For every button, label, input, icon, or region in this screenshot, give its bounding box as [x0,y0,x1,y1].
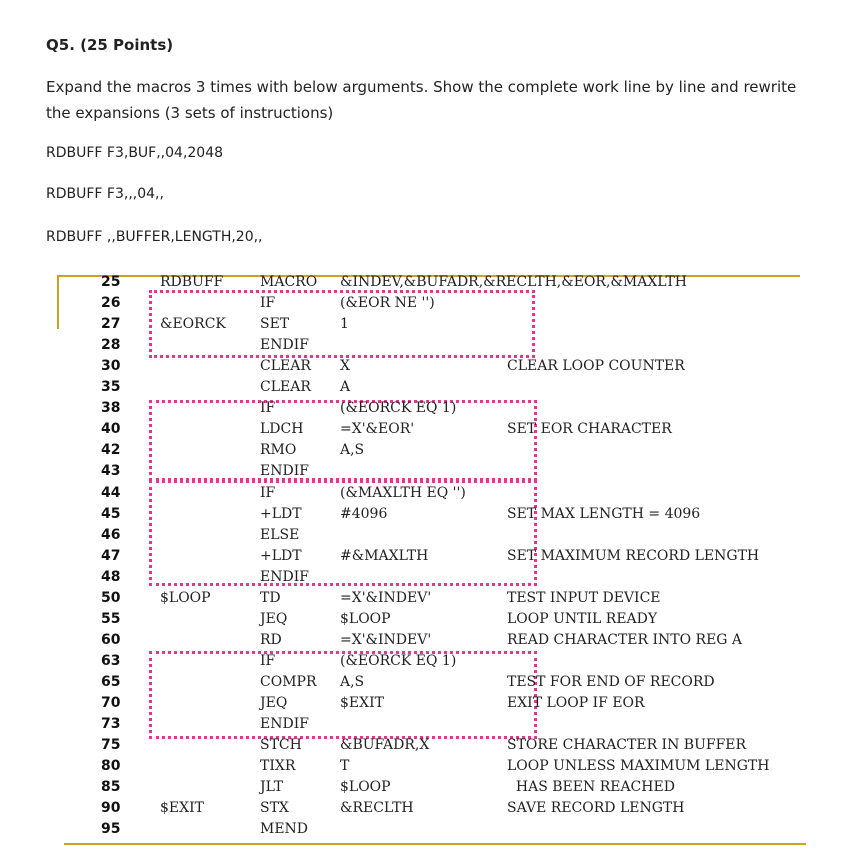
line-number: 70 [101,695,121,711]
line-number: 28 [101,337,121,354]
opcode-field: JEQ [260,695,288,711]
operand-field: &INDEV,&BUFADR,&RECLTH,&EOR,&MAXLTH [340,274,687,290]
opcode-field: MACRO [260,274,318,290]
line-number: 55 [101,610,121,627]
operand-field: (&EORCK EQ 1) [340,652,457,669]
line-number: 50 [101,589,121,606]
comment-field: SAVE RECORD LENGTH [507,800,685,817]
operand-field: A [340,379,351,396]
code-line [0,295,863,316]
operand-field: A,S [340,673,365,690]
line-number: 30 [101,358,121,375]
comment-field: SET EOR CHARACTER [507,421,672,438]
label-field: RDBUFF [160,274,224,290]
opcode-field: RMO [260,442,297,459]
code-line [0,800,863,821]
operand-field: #&MAXLTH [340,547,429,564]
line-number: 35 [101,379,121,396]
code-line [0,337,863,358]
question-title: Q5. (25 Points) [46,36,174,54]
code-line [0,463,863,484]
question-body: Expand the macros 3 times with below arguments. Show the complete work line by line and rewrite the expansions (3 sets of instructions) [46,78,797,122]
opcode-field: JEQ [260,610,288,627]
opcode-field: IF [260,295,276,312]
comment-field: LOOP UNTIL READY [507,610,658,627]
opcode-field: COMPR [260,673,317,690]
code-line [0,632,863,653]
comment-field: EXIT LOOP IF EOR [507,695,645,711]
code-line [0,590,863,611]
code-line [0,527,863,548]
code-line [0,358,863,379]
code-line [0,569,863,590]
opcode-field: ELSE [260,526,300,543]
code-line [0,316,863,337]
code-line [0,758,863,779]
operand-field: (&EOR NE '') [340,295,435,312]
operand-field: T [340,758,350,775]
label-field: $LOOP [160,589,211,606]
comment-field: HAS BEEN REACHED [507,779,675,796]
comment-field: STORE CHARACTER IN BUFFER [507,737,747,754]
line-number: 25 [101,274,121,290]
line-number: 75 [101,737,121,754]
code-line [0,400,863,421]
comment-field: TEST INPUT DEVICE [507,589,661,606]
opcode-field: ENDIF [260,716,309,733]
comment-field: LOOP UNLESS MAXIMUM LENGTH [507,758,770,775]
line-number: 40 [101,421,121,438]
opcode-field: TD [260,589,281,606]
operand-field: A,S [340,442,365,459]
operand-field: 1 [340,316,349,333]
code-line [0,821,863,842]
opcode-field: ENDIF [260,568,309,585]
opcode-field: MEND [260,821,309,838]
code-line [0,716,863,737]
code-line [0,674,863,695]
operand-field: =X'&EOR' [340,421,415,438]
line-number: 85 [101,779,121,796]
comment-field: SET MAXIMUM RECORD LENGTH [507,547,760,564]
operand-field: =X'&INDEV' [340,631,432,648]
code-line [0,779,863,800]
line-number: 60 [101,631,121,648]
operand-field: &BUFADR,X [340,737,430,754]
line-number: 27 [101,316,121,333]
line-number: 80 [101,758,121,775]
line-number: 65 [101,673,121,690]
opcode-field: IF [260,484,276,501]
opcode-field: JLT [260,779,284,796]
line-number: 95 [101,821,121,838]
line-number: 42 [101,442,121,459]
operand-field: $LOOP [340,610,391,627]
opcode-field: STX [260,800,289,817]
code-line [0,653,863,674]
code-line [0,695,863,716]
label-field: &EORCK [160,316,226,333]
operand-field: &RECLTH [340,800,414,817]
operand-field: X [340,358,350,375]
listing-bottom-rule [64,843,806,845]
code-line [0,379,863,400]
line-number: 90 [101,800,121,817]
opcode-field: ENDIF [260,337,309,354]
code-line [0,611,863,632]
line-number: 26 [101,295,121,312]
line-number: 45 [101,505,121,522]
opcode-field: CLEAR [260,358,311,375]
opcode-field: STCH [260,737,302,754]
comment-field: CLEAR LOOP COUNTER [507,358,685,375]
line-number: 46 [101,526,121,543]
code-line [0,506,863,527]
code-line [0,274,863,295]
macro-call-1: RDBUFF F3,BUF,,04,2048 [46,145,224,161]
opcode-field: SET [260,316,290,333]
line-number: 38 [101,400,121,417]
opcode-field: LDCH [260,421,304,438]
opcode-field: RD [260,631,282,648]
label-field: $EXIT [160,800,204,817]
code-line [0,485,863,506]
line-number: 63 [101,652,121,669]
opcode-field: ENDIF [260,463,309,480]
line-number: 43 [101,463,121,480]
comment-field: SET MAX LENGTH = 4096 [507,505,701,522]
opcode-field: IF [260,400,276,417]
code-line [0,548,863,569]
line-number: 48 [101,568,121,585]
operand-field: $EXIT [340,695,384,711]
operand-field: (&MAXLTH EQ '') [340,484,466,501]
comment-field: READ CHARACTER INTO REG A [507,631,743,648]
operand-field: =X'&INDEV' [340,589,432,606]
operand-field: #4096 [340,505,388,522]
opcode-field: IF [260,652,276,669]
code-line [0,421,863,442]
line-number: 44 [101,484,121,501]
line-number: 47 [101,547,121,564]
comment-field: TEST FOR END OF RECORD [507,673,715,690]
operand-field: $LOOP [340,779,391,796]
opcode-field: CLEAR [260,379,311,396]
opcode-field: +LDT [260,547,302,564]
macro-call-3: RDBUFF ,,BUFFER,LENGTH,20,, [46,229,263,245]
opcode-field: +LDT [260,505,302,522]
opcode-field: TIXR [260,758,296,775]
operand-field: (&EORCK EQ 1) [340,400,457,417]
code-line [0,442,863,463]
macro-call-2: RDBUFF F3,,,04,, [46,186,164,202]
line-number: 73 [101,716,121,733]
code-line [0,737,863,758]
